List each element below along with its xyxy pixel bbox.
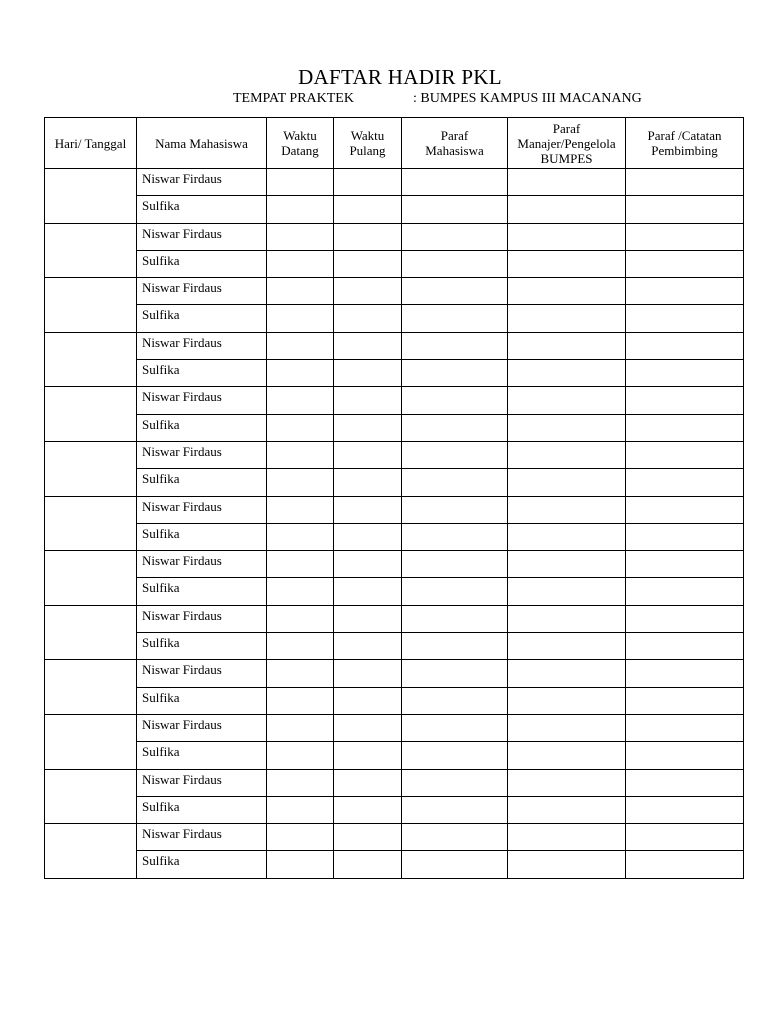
supervisor-note-cell[interactable]: [626, 250, 744, 277]
table-row: [45, 742, 744, 769]
arrival-time-cell[interactable]: [267, 441, 334, 468]
student-signature-cell[interactable]: [402, 578, 508, 605]
student-name-cell: Sulfika: [137, 796, 267, 823]
table-row: [45, 196, 744, 223]
supervisor-note-cell[interactable]: [626, 578, 744, 605]
student-signature-cell[interactable]: [402, 196, 508, 223]
table-row: [45, 769, 744, 796]
arrival-time-cell[interactable]: [267, 824, 334, 851]
manager-signature-cell[interactable]: [508, 250, 626, 277]
supervisor-note-cell[interactable]: [626, 387, 744, 414]
arrival-time-cell[interactable]: [267, 633, 334, 660]
departure-time-cell[interactable]: [334, 851, 402, 878]
header-hari-tanggal: Hari/ Tanggal: [45, 118, 137, 169]
departure-time-cell[interactable]: [334, 469, 402, 496]
arrival-time-cell[interactable]: [267, 387, 334, 414]
supervisor-note-cell[interactable]: [626, 605, 744, 632]
manager-signature-cell[interactable]: [508, 633, 626, 660]
table-row: [45, 223, 744, 250]
manager-signature-cell[interactable]: [508, 223, 626, 250]
table-row: [45, 523, 744, 550]
departure-time-cell[interactable]: [334, 305, 402, 332]
day-date-cell[interactable]: [45, 660, 137, 715]
day-date-cell[interactable]: [45, 824, 137, 879]
table-row: [45, 551, 744, 578]
student-signature-cell[interactable]: [402, 687, 508, 714]
manager-signature-cell[interactable]: [508, 387, 626, 414]
supervisor-note-cell[interactable]: [626, 196, 744, 223]
student-signature-cell[interactable]: [402, 469, 508, 496]
arrival-time-cell[interactable]: [267, 714, 334, 741]
day-date-cell[interactable]: [45, 169, 137, 224]
departure-time-cell[interactable]: [334, 250, 402, 277]
manager-signature-cell[interactable]: [508, 305, 626, 332]
header-waktu-pulang: Waktu Pulang: [334, 118, 402, 169]
student-signature-cell[interactable]: [402, 332, 508, 359]
manager-signature-cell[interactable]: [508, 551, 626, 578]
student-name-cell: Sulfika: [137, 633, 267, 660]
departure-time-cell[interactable]: [334, 332, 402, 359]
arrival-time-cell[interactable]: [267, 305, 334, 332]
day-date-cell[interactable]: [45, 605, 137, 660]
departure-time-cell[interactable]: [334, 551, 402, 578]
student-name-cell: Sulfika: [137, 360, 267, 387]
supervisor-note-cell[interactable]: [626, 278, 744, 305]
table-row: [45, 796, 744, 823]
arrival-time-cell[interactable]: [267, 578, 334, 605]
supervisor-note-cell[interactable]: [626, 551, 744, 578]
table-row: [45, 660, 744, 687]
arrival-time-cell[interactable]: [267, 769, 334, 796]
supervisor-note-cell[interactable]: [626, 742, 744, 769]
table-row: [45, 496, 744, 523]
student-name-cell: Sulfika: [137, 414, 267, 441]
manager-signature-cell[interactable]: [508, 496, 626, 523]
student-name-cell: Niswar Firdaus: [137, 332, 267, 359]
student-signature-cell[interactable]: [402, 387, 508, 414]
manager-signature-cell[interactable]: [508, 769, 626, 796]
table-row: [45, 169, 744, 196]
student-signature-cell[interactable]: [402, 742, 508, 769]
arrival-time-cell[interactable]: [267, 551, 334, 578]
day-date-cell[interactable]: [45, 278, 137, 333]
student-name-cell: Niswar Firdaus: [137, 551, 267, 578]
departure-time-cell[interactable]: [334, 496, 402, 523]
manager-signature-cell[interactable]: [508, 332, 626, 359]
table-row: [45, 250, 744, 277]
day-date-cell[interactable]: [45, 714, 137, 769]
day-date-cell[interactable]: [45, 332, 137, 387]
supervisor-note-cell[interactable]: [626, 769, 744, 796]
manager-signature-cell[interactable]: [508, 278, 626, 305]
student-signature-cell[interactable]: [402, 496, 508, 523]
manager-signature-cell[interactable]: [508, 169, 626, 196]
supervisor-note-cell[interactable]: [626, 824, 744, 851]
supervisor-note-cell[interactable]: [626, 523, 744, 550]
attendance-table: [44, 117, 744, 879]
student-signature-cell[interactable]: [402, 523, 508, 550]
departure-time-cell[interactable]: [334, 742, 402, 769]
arrival-time-cell[interactable]: [267, 332, 334, 359]
arrival-time-cell[interactable]: [267, 687, 334, 714]
departure-time-cell[interactable]: [334, 769, 402, 796]
table-row: [45, 633, 744, 660]
manager-signature-cell[interactable]: [508, 687, 626, 714]
table-row: [45, 578, 744, 605]
day-date-cell[interactable]: [45, 387, 137, 442]
supervisor-note-cell[interactable]: [626, 633, 744, 660]
departure-time-cell[interactable]: [334, 660, 402, 687]
supervisor-note-cell[interactable]: [626, 305, 744, 332]
student-signature-cell[interactable]: [402, 769, 508, 796]
header-waktu-datang: Waktu Datang: [267, 118, 334, 169]
supervisor-note-cell[interactable]: [626, 714, 744, 741]
student-name-cell: Niswar Firdaus: [137, 387, 267, 414]
manager-signature-cell[interactable]: [508, 360, 626, 387]
attendance-body: [45, 169, 744, 879]
location-value: : BUMPES KAMPUS III MACANANG: [413, 91, 642, 106]
supervisor-note-cell[interactable]: [626, 469, 744, 496]
departure-time-cell[interactable]: [334, 578, 402, 605]
departure-time-cell[interactable]: [334, 387, 402, 414]
departure-time-cell[interactable]: [334, 714, 402, 741]
student-name-cell: Sulfika: [137, 250, 267, 277]
arrival-time-cell[interactable]: [267, 169, 334, 196]
manager-signature-cell[interactable]: [508, 851, 626, 878]
manager-signature-cell[interactable]: [508, 441, 626, 468]
supervisor-note-cell[interactable]: [626, 796, 744, 823]
student-name-cell: Niswar Firdaus: [137, 496, 267, 523]
arrival-time-cell[interactable]: [267, 223, 334, 250]
manager-signature-cell[interactable]: [508, 523, 626, 550]
supervisor-note-cell[interactable]: [626, 496, 744, 523]
arrival-time-cell[interactable]: [267, 196, 334, 223]
student-signature-cell[interactable]: [402, 305, 508, 332]
student-signature-cell[interactable]: [402, 169, 508, 196]
student-signature-cell[interactable]: [402, 796, 508, 823]
student-signature-cell[interactable]: [402, 714, 508, 741]
student-name-cell: Niswar Firdaus: [137, 714, 267, 741]
departure-time-cell[interactable]: [334, 523, 402, 550]
student-name-cell: Sulfika: [137, 742, 267, 769]
arrival-time-cell[interactable]: [267, 250, 334, 277]
student-signature-cell[interactable]: [402, 605, 508, 632]
table-row: [45, 387, 744, 414]
table-row: [45, 824, 744, 851]
table-row: [45, 469, 744, 496]
student-name-cell: Niswar Firdaus: [137, 441, 267, 468]
supervisor-note-cell[interactable]: [626, 660, 744, 687]
table-row: [45, 305, 744, 332]
supervisor-note-cell[interactable]: [626, 223, 744, 250]
student-name-cell: Niswar Firdaus: [137, 278, 267, 305]
student-signature-cell[interactable]: [402, 223, 508, 250]
student-name-cell: Sulfika: [137, 687, 267, 714]
departure-time-cell[interactable]: [334, 687, 402, 714]
student-signature-cell[interactable]: [402, 414, 508, 441]
manager-signature-cell[interactable]: [508, 469, 626, 496]
header-paraf-pembimbing: Paraf /Catatan Pembimbing: [626, 118, 744, 169]
student-signature-cell[interactable]: [402, 441, 508, 468]
header-paraf-mahasiswa: Paraf Mahasiswa: [402, 118, 508, 169]
arrival-time-cell[interactable]: [267, 523, 334, 550]
manager-signature-cell[interactable]: [508, 742, 626, 769]
student-signature-cell[interactable]: [402, 250, 508, 277]
day-date-cell[interactable]: [45, 769, 137, 824]
arrival-time-cell[interactable]: [267, 851, 334, 878]
student-signature-cell[interactable]: [402, 660, 508, 687]
student-name-cell: Sulfika: [137, 523, 267, 550]
departure-time-cell[interactable]: [334, 633, 402, 660]
departure-time-cell[interactable]: [334, 169, 402, 196]
student-name-cell: Niswar Firdaus: [137, 824, 267, 851]
departure-time-cell[interactable]: [334, 223, 402, 250]
manager-signature-cell[interactable]: [508, 605, 626, 632]
departure-time-cell[interactable]: [334, 414, 402, 441]
departure-time-cell[interactable]: [334, 196, 402, 223]
location-label: TEMPAT PRAKTEK: [233, 91, 354, 106]
header-row: [45, 118, 744, 169]
manager-signature-cell[interactable]: [508, 578, 626, 605]
table-row: [45, 851, 744, 878]
manager-signature-cell[interactable]: [508, 196, 626, 223]
departure-time-cell[interactable]: [334, 278, 402, 305]
student-name-cell: Sulfika: [137, 305, 267, 332]
table-row: [45, 414, 744, 441]
student-name-cell: Sulfika: [137, 469, 267, 496]
arrival-time-cell[interactable]: [267, 796, 334, 823]
header-paraf-manajer: Paraf Manajer/Pengelola BUMPES: [508, 118, 626, 169]
arrival-time-cell[interactable]: [267, 660, 334, 687]
student-signature-cell[interactable]: [402, 278, 508, 305]
manager-signature-cell[interactable]: [508, 714, 626, 741]
day-date-cell[interactable]: [45, 441, 137, 496]
student-signature-cell[interactable]: [402, 633, 508, 660]
departure-time-cell[interactable]: [334, 605, 402, 632]
departure-time-cell[interactable]: [334, 824, 402, 851]
supervisor-note-cell[interactable]: [626, 687, 744, 714]
student-signature-cell[interactable]: [402, 824, 508, 851]
student-signature-cell[interactable]: [402, 360, 508, 387]
day-date-cell[interactable]: [45, 551, 137, 606]
student-name-cell: Niswar Firdaus: [137, 660, 267, 687]
table-row: [45, 687, 744, 714]
student-signature-cell[interactable]: [402, 551, 508, 578]
table-row: [45, 278, 744, 305]
manager-signature-cell[interactable]: [508, 796, 626, 823]
arrival-time-cell[interactable]: [267, 605, 334, 632]
supervisor-note-cell[interactable]: [626, 360, 744, 387]
student-name-cell: Niswar Firdaus: [137, 769, 267, 796]
arrival-time-cell[interactable]: [267, 742, 334, 769]
manager-signature-cell[interactable]: [508, 414, 626, 441]
arrival-time-cell[interactable]: [267, 360, 334, 387]
departure-time-cell[interactable]: [334, 441, 402, 468]
arrival-time-cell[interactable]: [267, 469, 334, 496]
supervisor-note-cell[interactable]: [626, 332, 744, 359]
arrival-time-cell[interactable]: [267, 496, 334, 523]
student-name-cell: Sulfika: [137, 196, 267, 223]
departure-time-cell[interactable]: [334, 360, 402, 387]
student-signature-cell[interactable]: [402, 851, 508, 878]
student-name-cell: Sulfika: [137, 851, 267, 878]
student-name-cell: Niswar Firdaus: [137, 223, 267, 250]
table-row: [45, 360, 744, 387]
header-nama-mahasiswa: Nama Mahasiswa: [137, 118, 267, 169]
departure-time-cell[interactable]: [334, 796, 402, 823]
table-row: [45, 605, 744, 632]
arrival-time-cell[interactable]: [267, 278, 334, 305]
supervisor-note-cell[interactable]: [626, 414, 744, 441]
supervisor-note-cell[interactable]: [626, 851, 744, 878]
table-row: [45, 332, 744, 359]
manager-signature-cell[interactable]: [508, 824, 626, 851]
student-name-cell: Niswar Firdaus: [137, 605, 267, 632]
table-row: [45, 441, 744, 468]
supervisor-note-cell[interactable]: [626, 169, 744, 196]
day-date-cell[interactable]: [45, 223, 137, 278]
page-title: DAFTAR HADIR PKL: [298, 65, 502, 89]
day-date-cell[interactable]: [45, 496, 137, 551]
supervisor-note-cell[interactable]: [626, 441, 744, 468]
student-name-cell: Sulfika: [137, 578, 267, 605]
arrival-time-cell[interactable]: [267, 414, 334, 441]
student-name-cell: Niswar Firdaus: [137, 169, 267, 196]
manager-signature-cell[interactable]: [508, 660, 626, 687]
table-row: [45, 714, 744, 741]
